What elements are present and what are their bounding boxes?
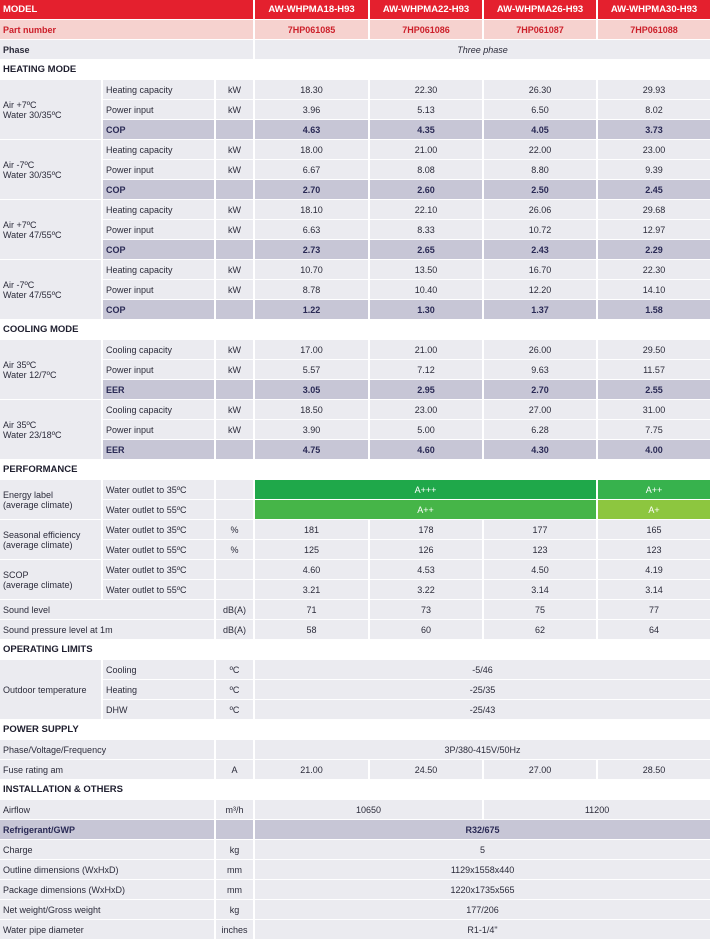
power-input-value: 8.78 <box>255 280 368 300</box>
unit: kW <box>216 260 253 280</box>
heating-condition <box>0 140 101 200</box>
cop-value: 2.65 <box>370 240 482 260</box>
cop-value: 4.35 <box>370 120 482 140</box>
sound-pressure-value: 64 <box>598 620 710 640</box>
airflow-value: 10650 <box>255 800 482 820</box>
row-label: Water outlet to 55ºC <box>103 540 214 560</box>
charge-value: 5 <box>255 840 710 860</box>
scop-value: 4.60 <box>255 560 368 580</box>
row-label: Power input <box>103 360 214 380</box>
seasonal-55-row <box>0 540 710 560</box>
heating-capacity-row <box>0 200 710 220</box>
cooling-capacity-value: 31.00 <box>598 400 710 420</box>
heating-capacity-value: 29.68 <box>598 200 710 220</box>
row-label: Power input <box>103 420 214 440</box>
heating-capacity-value: 23.00 <box>598 140 710 160</box>
unit: kW <box>216 140 253 160</box>
heating-capacity-row <box>0 260 710 280</box>
unit: kW <box>216 80 253 100</box>
installation-section <box>0 780 710 800</box>
cop-value: 2.43 <box>484 240 596 260</box>
scop-value: 4.19 <box>598 560 710 580</box>
package-dimensions-label: Package dimensions (WxHxD) <box>0 880 214 900</box>
row-label: Heating capacity <box>103 140 214 160</box>
unit: kW <box>216 400 253 420</box>
unit: kW <box>216 160 253 180</box>
row-label: Cooling <box>103 660 214 680</box>
row-label: Water outlet to 35ºC <box>103 520 214 540</box>
power-input-row <box>0 360 710 380</box>
cooling-capacity-row <box>0 340 710 360</box>
heating-capacity-value: 26.06 <box>484 200 596 220</box>
energy-class-badge: A+ <box>598 500 710 520</box>
heating-capacity-value: 18.10 <box>255 200 368 220</box>
unit-empty <box>216 560 253 580</box>
sound-pressure-label: Sound pressure level at 1m <box>0 620 214 640</box>
cooling-condition-line2: Water 12/7ºC <box>3 369 57 380</box>
power-input-value: 5.13 <box>370 100 482 120</box>
sound-level-value: 77 <box>598 600 710 620</box>
cop-value: 2.73 <box>255 240 368 260</box>
cooling-condition-line1: Air 35ºC <box>3 419 37 430</box>
seasonal-value: 177 <box>484 520 596 540</box>
unit: dB(A) <box>216 620 253 640</box>
unit-empty <box>216 380 253 400</box>
heating-capacity-value: 13.50 <box>370 260 482 280</box>
charge-row <box>0 840 710 860</box>
unit: kW <box>216 280 253 300</box>
cop-value: 1.37 <box>484 300 596 320</box>
eer-value: 4.00 <box>598 440 710 460</box>
unit: A <box>216 760 253 780</box>
water-pipe-diameter-label: Water pipe diameter <box>0 920 214 940</box>
unit: % <box>216 520 253 540</box>
phase-value: Three phase <box>255 40 710 60</box>
heating-condition <box>0 260 101 320</box>
sound-level-value: 71 <box>255 600 368 620</box>
cooling-condition <box>0 400 101 460</box>
heating-capacity-value: 22.30 <box>370 80 482 100</box>
cooling-capacity-value: 17.00 <box>255 340 368 360</box>
heating-capacity-value: 21.00 <box>370 140 482 160</box>
heating-mode-section <box>0 60 710 80</box>
power-input-value: 8.02 <box>598 100 710 120</box>
seasonal-efficiency-label-line1: Seasonal efficiency <box>3 529 81 540</box>
airflow-label: Airflow <box>0 800 214 820</box>
heating-condition <box>0 200 101 260</box>
airflow-value: 11200 <box>484 800 710 820</box>
unit: mm <box>216 880 253 900</box>
scop-value: 4.50 <box>484 560 596 580</box>
energy-class-badge: A++ <box>598 480 710 500</box>
power-input-value: 9.39 <box>598 160 710 180</box>
cooling-capacity-value: 27.00 <box>484 400 596 420</box>
sound-level-value: 75 <box>484 600 596 620</box>
sound-pressure-row <box>0 620 710 640</box>
unit: kg <box>216 900 253 920</box>
heating-capacity-value: 18.30 <box>255 80 368 100</box>
heating-condition <box>0 80 101 140</box>
energy-label-35-row <box>0 480 710 500</box>
heating-condition-line1: Air -7ºC <box>3 279 35 290</box>
unit-empty <box>216 820 253 840</box>
model-row <box>0 0 710 20</box>
row-label: Heating <box>103 680 214 700</box>
row-label: Water outlet to 35ºC <box>103 560 214 580</box>
unit: m³/h <box>216 800 253 820</box>
weight-value: 177/206 <box>255 900 710 920</box>
cop-value: 2.60 <box>370 180 482 200</box>
unit-empty <box>216 500 253 520</box>
unit-empty <box>216 580 253 600</box>
seasonal-value: 181 <box>255 520 368 540</box>
heating-mode-section-title: HEATING MODE <box>0 60 710 80</box>
power-input-value: 6.50 <box>484 100 596 120</box>
power-input-value: 9.63 <box>484 360 596 380</box>
energy-class-badge: A++ <box>255 500 596 520</box>
eer-row <box>0 440 710 460</box>
part-number: 7HP061085 <box>255 20 368 40</box>
scop-label <box>0 560 101 600</box>
package-dimensions-row <box>0 880 710 900</box>
eer-value: 2.55 <box>598 380 710 400</box>
phase-voltage-value: 3P/380-415V/50Hz <box>255 740 710 760</box>
refrigerant-row <box>0 820 710 840</box>
eer-label: EER <box>103 380 214 400</box>
water-pipe-diameter-value: R1-1/4" <box>255 920 710 940</box>
unit: ºC <box>216 680 253 700</box>
fuse-rating-value: 27.00 <box>484 760 596 780</box>
cooling-mode-section-title: COOLING MODE <box>0 320 710 340</box>
unit-empty <box>216 480 253 500</box>
water-pipe-diameter-row <box>0 920 710 940</box>
power-input-value: 12.97 <box>598 220 710 240</box>
heating-capacity-value: 22.00 <box>484 140 596 160</box>
unit: kW <box>216 100 253 120</box>
fuse-rating-value: 21.00 <box>255 760 368 780</box>
unit: dB(A) <box>216 600 253 620</box>
operating-limits-section-title: OPERATING LIMITS <box>0 640 710 660</box>
seasonal-efficiency-label-line2: (average climate) <box>3 539 73 550</box>
cop-row <box>0 120 710 140</box>
unit-empty <box>216 740 253 760</box>
operating-limit-row <box>0 680 710 700</box>
sound-level-label: Sound level <box>0 600 214 620</box>
eer-value: 4.30 <box>484 440 596 460</box>
power-input-value: 8.33 <box>370 220 482 240</box>
unit: ºC <box>216 700 253 720</box>
model-label: MODEL <box>0 0 253 20</box>
heating-condition-line1: Air -7ºC <box>3 159 35 170</box>
part-number-label: Part number <box>0 20 253 40</box>
part-number-row <box>0 20 710 40</box>
package-dimensions-value: 1220x1735x565 <box>255 880 710 900</box>
unit: kW <box>216 360 253 380</box>
row-label: Heating capacity <box>103 80 214 100</box>
fuse-rating-row <box>0 760 710 780</box>
heating-condition-line1: Air +7ºC <box>3 219 37 230</box>
scop-55-row <box>0 580 710 600</box>
refrigerant-label: Refrigerant/GWP <box>0 820 214 840</box>
row-label: Heating capacity <box>103 260 214 280</box>
seasonal-value: 126 <box>370 540 482 560</box>
power-input-value: 7.12 <box>370 360 482 380</box>
cop-row <box>0 240 710 260</box>
heating-condition-line2: Water 47/55ºC <box>3 289 62 300</box>
heating-condition-line2: Water 47/55ºC <box>3 229 62 240</box>
cop-value: 2.45 <box>598 180 710 200</box>
cop-label: COP <box>103 240 214 260</box>
seasonal-efficiency-label <box>0 520 101 560</box>
row-label: Power input <box>103 160 214 180</box>
scop-label-line1: SCOP <box>3 569 29 580</box>
unit: kW <box>216 200 253 220</box>
row-label: Power input <box>103 100 214 120</box>
cooling-condition-line2: Water 23/18ºC <box>3 429 62 440</box>
energy-label <box>0 480 101 520</box>
power-supply-section <box>0 720 710 740</box>
heating-condition-line2: Water 30/35ºC <box>3 169 62 180</box>
eer-row <box>0 380 710 400</box>
power-input-value: 3.90 <box>255 420 368 440</box>
unit-empty <box>216 440 253 460</box>
model-name: AW-WHPMA22-H93 <box>370 0 482 20</box>
power-input-row <box>0 160 710 180</box>
heating-capacity-value: 22.30 <box>598 260 710 280</box>
airflow-row <box>0 800 710 820</box>
eer-value: 4.60 <box>370 440 482 460</box>
weight-label: Net weight/Gross weight <box>0 900 214 920</box>
cooling-capacity-value: 29.50 <box>598 340 710 360</box>
cop-label: COP <box>103 120 214 140</box>
model-name: AW-WHPMA26-H93 <box>484 0 596 20</box>
row-label: Power input <box>103 280 214 300</box>
heating-capacity-row <box>0 80 710 100</box>
energy-class-badge: A+++ <box>255 480 596 500</box>
scop-value: 3.21 <box>255 580 368 600</box>
energy-label-55-row <box>0 500 710 520</box>
model-name: AW-WHPMA18-H93 <box>255 0 368 20</box>
fuse-rating-value: 24.50 <box>370 760 482 780</box>
cop-label: COP <box>103 300 214 320</box>
outline-dimensions-label: Outline dimensions (WxHxD) <box>0 860 214 880</box>
operating-limits-section <box>0 640 710 660</box>
weight-row <box>0 900 710 920</box>
scop-label-line2: (average climate) <box>3 579 73 590</box>
sound-pressure-value: 60 <box>370 620 482 640</box>
power-input-value: 8.08 <box>370 160 482 180</box>
operating-limit-row <box>0 700 710 720</box>
fuse-rating-label: Fuse rating am <box>0 760 214 780</box>
energy-label-line2: (average climate) <box>3 499 73 510</box>
seasonal-value: 125 <box>255 540 368 560</box>
unit: mm <box>216 860 253 880</box>
operating-limit-value: -25/43 <box>255 700 710 720</box>
cooling-capacity-row <box>0 400 710 420</box>
row-label: Water outlet to 35ºC <box>103 480 214 500</box>
eer-value: 3.05 <box>255 380 368 400</box>
heating-condition-line2: Water 30/35ºC <box>3 109 62 120</box>
part-number: 7HP061086 <box>370 20 482 40</box>
phase-voltage-label: Phase/Voltage/Frequency <box>0 740 214 760</box>
unit: % <box>216 540 253 560</box>
seasonal-value: 165 <box>598 520 710 540</box>
heating-capacity-row <box>0 140 710 160</box>
cop-value: 2.50 <box>484 180 596 200</box>
cop-row <box>0 300 710 320</box>
power-input-row <box>0 420 710 440</box>
eer-label: EER <box>103 440 214 460</box>
fuse-rating-value: 28.50 <box>598 760 710 780</box>
unit: kW <box>216 340 253 360</box>
unit: kg <box>216 840 253 860</box>
power-input-value: 10.40 <box>370 280 482 300</box>
row-label: Power input <box>103 220 214 240</box>
eer-value: 2.95 <box>370 380 482 400</box>
cop-value: 4.05 <box>484 120 596 140</box>
power-input-value: 14.10 <box>598 280 710 300</box>
sound-pressure-value: 58 <box>255 620 368 640</box>
power-input-value: 12.20 <box>484 280 596 300</box>
seasonal-35-row <box>0 520 710 540</box>
power-input-value: 11.57 <box>598 360 710 380</box>
phase-voltage-row <box>0 740 710 760</box>
heating-capacity-value: 18.00 <box>255 140 368 160</box>
power-input-value: 8.80 <box>484 160 596 180</box>
unit: inches <box>216 920 253 940</box>
cop-value: 1.22 <box>255 300 368 320</box>
performance-section <box>0 460 710 480</box>
cooling-capacity-value: 26.00 <box>484 340 596 360</box>
scop-35-row <box>0 560 710 580</box>
power-input-value: 3.96 <box>255 100 368 120</box>
power-input-row <box>0 100 710 120</box>
cooling-capacity-value: 18.50 <box>255 400 368 420</box>
cop-value: 2.29 <box>598 240 710 260</box>
power-input-value: 6.28 <box>484 420 596 440</box>
unit-empty <box>216 240 253 260</box>
cooling-capacity-value: 23.00 <box>370 400 482 420</box>
scop-value: 3.14 <box>484 580 596 600</box>
row-label: Water outlet to 55ºC <box>103 500 214 520</box>
part-number: 7HP061088 <box>598 20 710 40</box>
eer-value: 4.75 <box>255 440 368 460</box>
row-label: Heating capacity <box>103 200 214 220</box>
charge-label: Charge <box>0 840 214 860</box>
unit: kW <box>216 220 253 240</box>
cooling-condition <box>0 340 101 400</box>
heating-capacity-value: 26.30 <box>484 80 596 100</box>
installation-section-title: INSTALLATION & OTHERS <box>0 780 710 800</box>
sound-level-value: 73 <box>370 600 482 620</box>
power-input-row <box>0 220 710 240</box>
outdoor-temperature-label: Outdoor temperature <box>0 660 101 720</box>
part-number: 7HP061087 <box>484 20 596 40</box>
seasonal-value: 123 <box>598 540 710 560</box>
power-input-value: 6.63 <box>255 220 368 240</box>
scop-value: 3.22 <box>370 580 482 600</box>
power-input-value: 7.75 <box>598 420 710 440</box>
unit: ºC <box>216 660 253 680</box>
power-input-value: 6.67 <box>255 160 368 180</box>
phase-row <box>0 40 710 60</box>
cop-value: 4.63 <box>255 120 368 140</box>
model-name: AW-WHPMA30-H93 <box>598 0 710 20</box>
row-label: Cooling capacity <box>103 340 214 360</box>
row-label: Water outlet to 55ºC <box>103 580 214 600</box>
cooling-mode-section <box>0 320 710 340</box>
outline-dimensions-row <box>0 860 710 880</box>
cop-row <box>0 180 710 200</box>
seasonal-value: 178 <box>370 520 482 540</box>
cop-value: 1.58 <box>598 300 710 320</box>
operating-limit-value: -25/35 <box>255 680 710 700</box>
heating-condition-line1: Air +7ºC <box>3 99 37 110</box>
scop-value: 3.14 <box>598 580 710 600</box>
energy-label-line1: Energy label <box>3 489 54 500</box>
cop-label: COP <box>103 180 214 200</box>
operating-limit-row <box>0 660 710 680</box>
cop-value: 2.70 <box>255 180 368 200</box>
unit: kW <box>216 420 253 440</box>
cooling-capacity-value: 21.00 <box>370 340 482 360</box>
operating-limit-value: -5/46 <box>255 660 710 680</box>
power-input-value: 5.57 <box>255 360 368 380</box>
heating-capacity-value: 22.10 <box>370 200 482 220</box>
unit-empty <box>216 120 253 140</box>
heating-capacity-value: 10.70 <box>255 260 368 280</box>
sound-level-row <box>0 600 710 620</box>
phase-label: Phase <box>0 40 253 60</box>
seasonal-value: 123 <box>484 540 596 560</box>
eer-value: 2.70 <box>484 380 596 400</box>
unit-empty <box>216 300 253 320</box>
power-input-row <box>0 280 710 300</box>
heating-capacity-value: 16.70 <box>484 260 596 280</box>
row-label: DHW <box>103 700 214 720</box>
row-label: Cooling capacity <box>103 400 214 420</box>
cop-value: 1.30 <box>370 300 482 320</box>
sound-pressure-value: 62 <box>484 620 596 640</box>
scop-value: 4.53 <box>370 560 482 580</box>
power-supply-section-title: POWER SUPPLY <box>0 720 710 740</box>
power-input-value: 10.72 <box>484 220 596 240</box>
power-input-value: 5.00 <box>370 420 482 440</box>
unit-empty <box>216 180 253 200</box>
heating-capacity-value: 29.93 <box>598 80 710 100</box>
cooling-condition-line1: Air 35ºC <box>3 359 37 370</box>
outline-dimensions-value: 1129x1558x440 <box>255 860 710 880</box>
refrigerant-value: R32/675 <box>255 820 710 840</box>
cop-value: 3.73 <box>598 120 710 140</box>
performance-section-title: PERFORMANCE <box>0 460 710 480</box>
